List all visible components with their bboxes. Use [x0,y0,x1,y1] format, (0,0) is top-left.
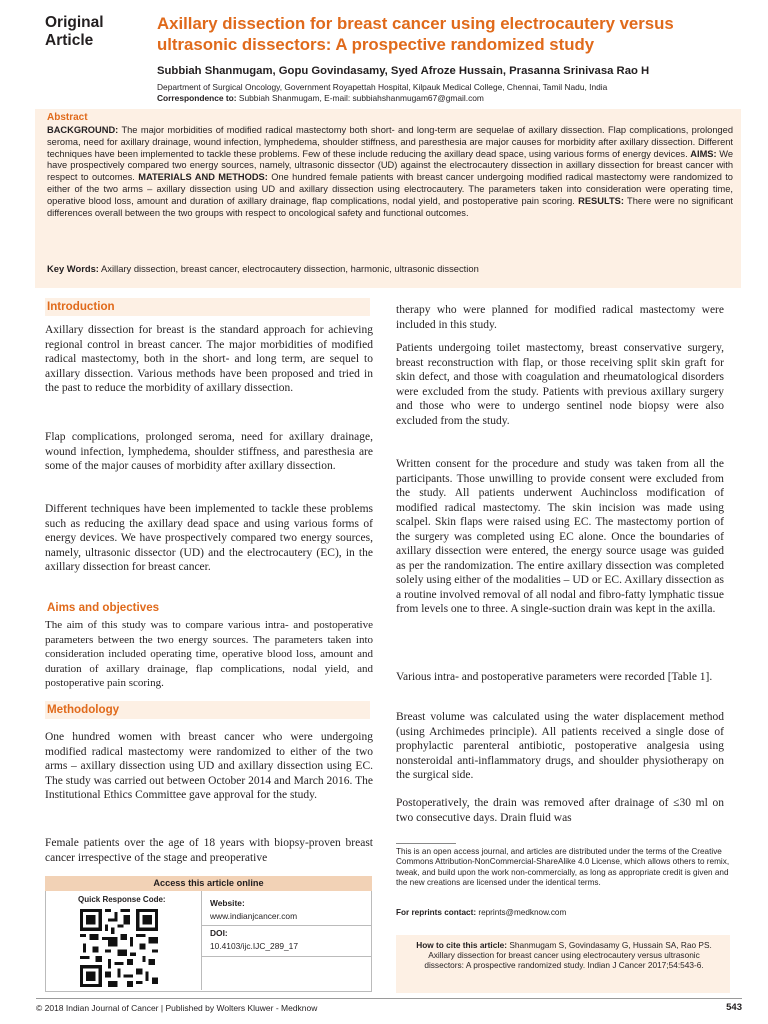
access-row-divider [201,925,372,926]
correspondence [157,93,752,104]
correspondence-text: Subbiah Shanmugam, E-mail: subbiahshanmugam67@gmail.com [236,93,484,103]
methods-heading: Methodology [47,703,120,716]
right-paragraph-2: Patients undergoing toilet mastectomy, breast conservative surgery, breast reconstruction with flap, or those receiving split skin graft for skin defect, and those with coagulation and rheumatological disorders were excluded from the study. Patients with previous axillary surgery and those who were to undergo sentinel node biopsy were also excluded from the study. [396,342,724,427]
citation-text [410,940,718,971]
aims-label: AIMS: [690,148,717,159]
reprints-email[interactable]: reprints@medknow.com [476,908,567,917]
results-label: RESULTS: [578,195,624,206]
abstract-heading: Abstract [47,112,88,123]
citation-body: Shanmugam S, Govindasamy G, Hussain SA, Rao PS. Axillary dissection for breast cancer using electrocautery versus ultrasonic dissectors: A prospective randomized study. Indian J Cancer 2017;54:543-6. [424,940,712,971]
qr-code-icon [80,909,158,987]
aims-heading: Aims and objectives [47,601,160,614]
methods-paragraph-2: Female patients over the age of 18 years with biopsy-proven breast cancer irrespective of the stage and preoperative [45,837,373,864]
background-text: The major morbidities of modified radical mastectomy both short- and long-term are sequelae of axillary dissection. Flap complications, prolonged seroma, need for axillary drainage, wound infection, lymphedema, shoulder stiffness, and paresthesia are major causes for morbidity after axillary dissection. Different techniques have been implemented to tackle these problems. Few of these include reducing the axillary dead space, using various forms of energy devices. [47,125,733,159]
footnote-rule [396,843,456,844]
methods-paragraph-1: One hundred women with breast cancer who were undergoing modified radical mastectomy were randomized to either of the two arms – axillary dissection using UD and axillary dissection using EC. The study was carried out between October 2014 and March 2016. The Institutional Ethics Committee gave approval for the study. [45,731,373,801]
reprints-note [396,908,566,917]
aims-text: We have prospectively compared two energy sources, namely, ultrasonic dissector (UD) against the electrocautery dissection in axillary dissection for breast cancer with respect to outcomes. [47,148,733,183]
results-text: There were no significant differences overall between the two groups with respect to oncological safety and functional outcomes. [47,195,733,218]
intro-heading: Introduction [47,300,115,313]
website-link[interactable]: www.indianjcancer.com [210,911,298,921]
intro-paragraph-3: Different techniques have been implemented to tackle these problems such as reducing the axillary dead space and using various forms of energy devices. We have prospectively compared two energy sources, namely, ultrasonic dissector (UD) and the electrocautery (EC), in the axillary dissection for breast cancer. [45,503,373,573]
author-list: Subbiah Shanmugam, Gopu Govindasamy, Syed Afroze Hussain, Prasanna Srinivasa Rao H [157,65,650,77]
page-number: 543 [726,1002,742,1013]
background-label: BACKGROUND: [47,125,119,135]
access-row-divider [201,956,372,957]
keywords-label: Key Words: [47,263,99,274]
right-paragraph-4: Various intra- and postoperative parameters were recorded [Table 1]. [396,671,713,683]
aims-paragraph: The aim of this study was to compare various intra- and postoperative parameters between the two energy sources. The parameters taken into consideration included operating time, operative blood loss, amount and duration of axillary drainage, flap complications, nodal yield, and postoperative pain scoring. [45,619,373,689]
abstract-text [47,125,733,219]
right-paragraph-3: Written consent for the procedure and study was taken from all the participants. Those unwilling to provide consent were excluded from the study. All patients underwent Auchincloss modification of modified radical mastectomy. The skin incision was made using scalpel. Skin flaps were raised using EC. The mastectomy portion of the surgery was completed using EC alone. Once the boundaries of axillary dissection were entered, the energy source usage was guided as per the randomization. The entire axillary dissection was completed solely using either of the modalities – UD or EC. Axillary dissection as a routine involved removal of all nodal and fibro-fatty lymphatic tissue from levels one to three. A single-suction drain was kept in the axilla. [396,458,724,615]
article-type-label: Original Article [45,14,104,49]
affiliation-block [157,82,752,104]
keywords [47,263,733,274]
qr-label: Quick Response Code: [78,895,166,904]
intro-paragraph-2: Flap complications, prolonged seroma, need for axillary drainage, wound infection, lymphedema, shoulder stiffness, and paresthesia are some of the major causes of morbidity after axillary dissection. [45,431,373,472]
citation-label: How to cite this article: [416,940,508,950]
footer-rule [36,998,742,999]
footer-copyright: © 2018 Indian Journal of Cancer | Published by Wolters Kluwer - Medknow [36,1003,318,1013]
doi-value[interactable]: 10.4103/ijc.IJC_289_17 [210,941,299,951]
methods-label: MATERIALS AND METHODS: [138,172,268,183]
intro-paragraph-1: Axillary dissection for breast is the standard approach for achieving regional control in breast cancer. The major morbidities of modified radical mastectomy, both in the short- and long term, are sequel to axillary dissection. Various methods have been proposed and tried in the past to reduce the morbidity of axillary dissection. [45,324,373,394]
article-title: Axillary dissection for breast cancer using electrocautery versus ultrasonic dissectors: A prospective randomized study [157,14,674,54]
right-paragraph-1: therapy who were planned for modified radical mastectomy were included in this study. [396,304,724,331]
right-paragraph-5: Breast volume was calculated using the water displacement method (using Archimedes principle). All patients received a single dose of prophylactic parenteral antibiotic, postoperative analgesia using nonsteroidal anti-inflammatory drugs, and shoulder physiotherapy on the surgical side. [396,711,724,781]
correspondence-label: Correspondence to: [157,93,237,103]
reprints-label: For reprints contact: [396,908,477,917]
right-paragraph-6: Postoperatively, the drain was removed after drainage of ≤30 ml on two consecutive days. Drain fluid was [396,797,724,824]
methods-text: One hundred female patients with breast cancer undergoing modified radical mastectomy were randomized to either of the two arms – axillary dissection using UD and axillary dissection using electrocautery. The parameters taken into consideration were operating time, operative blood loss, amount and duration of axillary drainage, flap complications, nodal yield, and postoperative pain scoring. [47,172,733,206]
affiliation: Department of Surgical Oncology, Government Royapettah Hospital, Kilpauk Medical College, Chennai, Tamil Nadu, India [157,82,608,92]
website-label: Website: [210,898,245,908]
access-divider [201,891,202,990]
access-heading: Access this article online [45,876,372,891]
doi-label: DOI: [210,928,228,938]
license-note: This is an open access journal, and articles are distributed under the terms of the Creative Commons Attribution-NonCommercial-ShareAlike 4.0 License, which allows others to remix, tweak, and build upon the work non-commercially, as long as appropriate credit is given and the new creations are licensed under the identical terms. [396,847,730,887]
keywords-text: Axillary dissection, breast cancer, electrocautery dissection, harmonic, ultrasonic dissection [98,263,479,274]
